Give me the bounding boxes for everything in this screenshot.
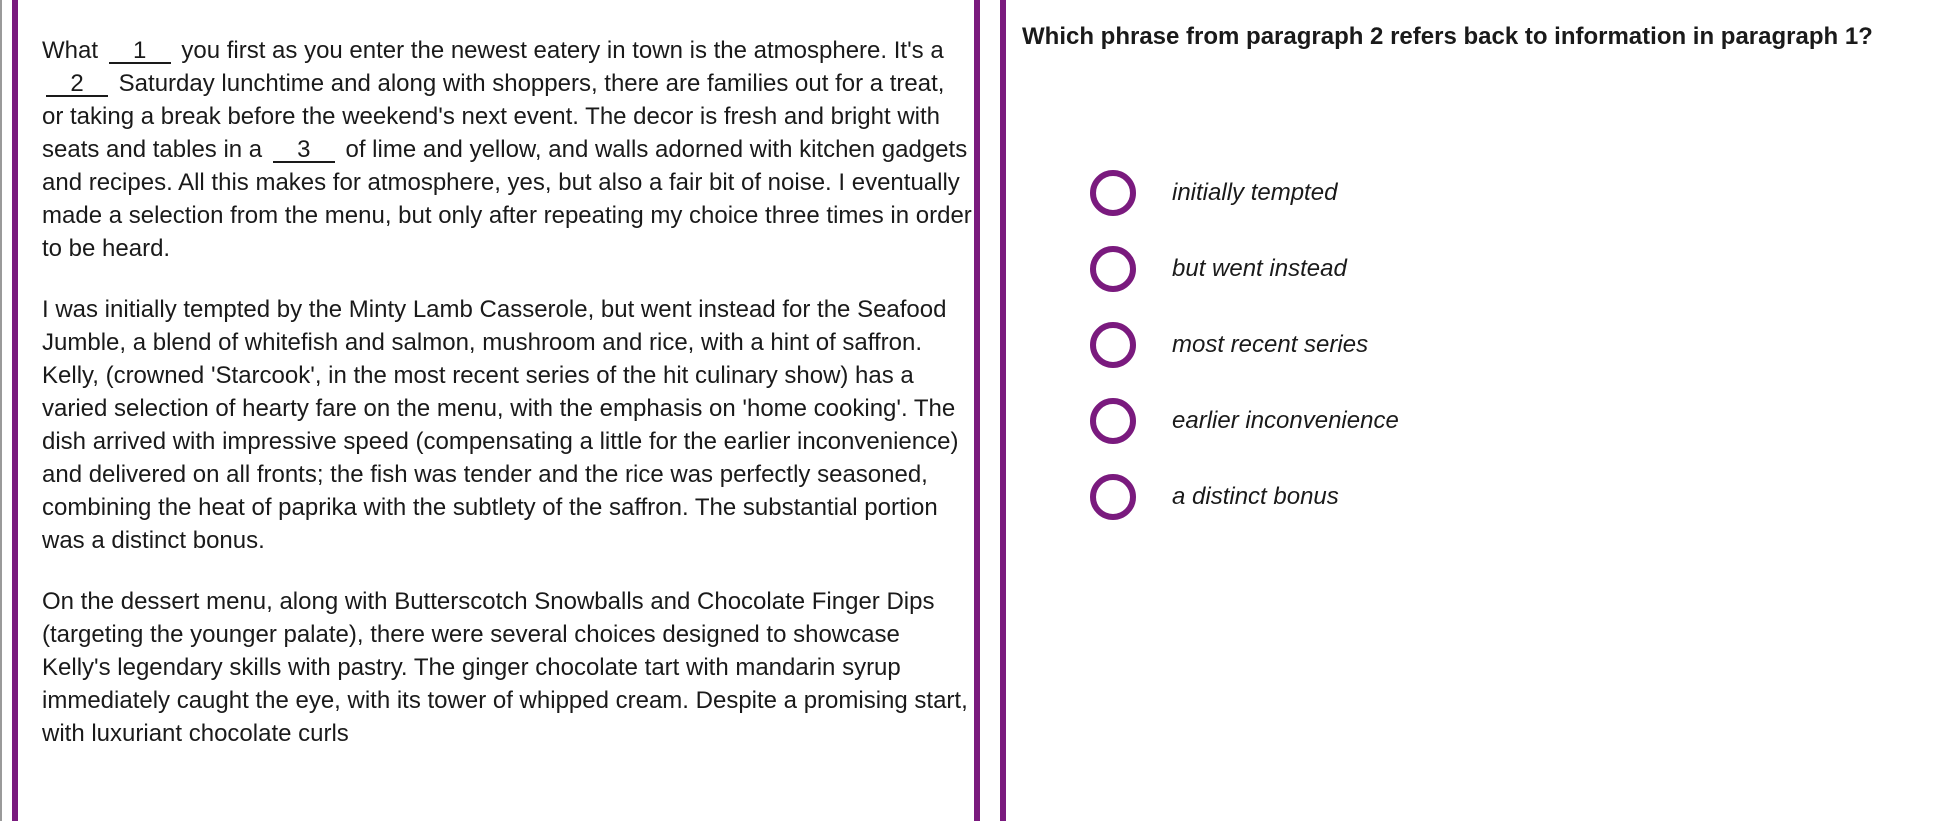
- answer-option-label: initially tempted: [1172, 179, 1338, 206]
- window-edge: [0, 0, 2, 821]
- answer-option-2[interactable]: [1090, 231, 1399, 307]
- question-text: Which phrase from paragraph 2 refers back to information in paragraph 1?: [1022, 23, 1873, 50]
- pane-divider: [1000, 0, 1006, 821]
- gap-2: 2: [46, 73, 108, 97]
- answer-option-label: earlier inconvenience: [1172, 407, 1399, 434]
- passage-pane[interactable]: [12, 0, 980, 821]
- answer-option-label: but went instead: [1172, 255, 1347, 282]
- gap-3: 3: [273, 139, 335, 163]
- radio-button-icon[interactable]: [1090, 474, 1136, 520]
- answer-option-5[interactable]: [1090, 459, 1399, 535]
- paragraph-1-text: of lime and yellow, and walls adorned with kitchen gadgets and recipes. All this makes for atmosphere, yes, but also a fair bit of noise. I eventually made a selection from the menu, but only after repeating my choice three times in order to be heard.: [42, 136, 972, 262]
- radio-button-icon[interactable]: [1090, 398, 1136, 444]
- paragraph-1-text: What: [42, 37, 105, 64]
- answer-option-4[interactable]: [1090, 383, 1399, 459]
- answer-option-label: most recent series: [1172, 331, 1369, 358]
- answer-option-label: a distinct bonus: [1172, 483, 1339, 510]
- answer-option-3[interactable]: [1090, 307, 1399, 383]
- gap-1: 1: [109, 40, 171, 64]
- paragraph-1: [42, 34, 972, 265]
- radio-button-icon[interactable]: [1090, 322, 1136, 368]
- passage-text: [42, 34, 972, 778]
- paragraph-3: On the dessert menu, along with Butterscotch Snowballs and Chocolate Finger Dips (targeting the younger palate), there were several choices designed to showcase Kelly's legendary skills with pastry. The ginger chocolate tart with mandarin syrup immediately caught the eye, with its tower of whipped cream. Despite a promising start, with luxuriant chocolate curls: [42, 588, 968, 747]
- paragraph-2: I was initially tempted by the Minty Lamb Casserole, but went instead for the Seafood Jumble, a blend of whitefish and salmon, mushroom and rice, with a hint of saffron. Kelly, (crowned 'Starcook', in the most recent series of the hit culinary show) has a varied selection of hearty fare on the menu, with the emphasis on 'home cooking'. The dish arrived with impressive speed (compensating a little for the earlier inconvenience) and delivered on all fronts; the fish was tender and the rice was perfectly seasoned, combining the heat of paprika with the subtlety of the saffron. The substantial portion was a distinct bonus.: [42, 296, 959, 554]
- paragraph-1-text: Saturday lunchtime and along with shoppers, there are families out for a treat, or taking a break before the weekend's next event. The decor is fresh and bright with seats and tables in a: [42, 70, 945, 163]
- question-pane: [1022, 0, 1955, 821]
- answer-option-1[interactable]: [1090, 155, 1399, 231]
- paragraph-1-text: you first as you enter the newest eatery in town is the atmosphere. It's a: [174, 37, 944, 64]
- radio-button-icon[interactable]: [1090, 246, 1136, 292]
- answer-options: [1090, 155, 1399, 535]
- radio-button-icon[interactable]: [1090, 170, 1136, 216]
